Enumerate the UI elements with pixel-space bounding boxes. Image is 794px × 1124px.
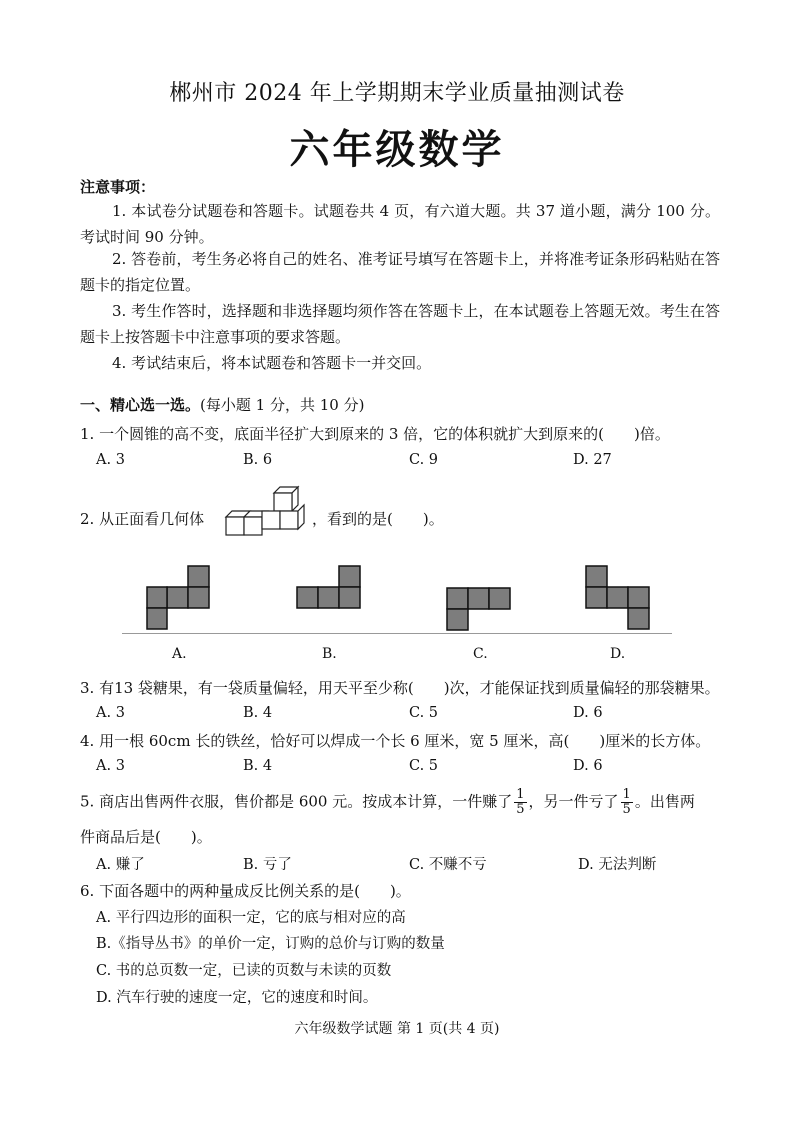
view-option-c-figure <box>446 587 512 633</box>
question-text: 5. 商店出售两件衣服，售价都是 600 元。按成本计算，一件赚了 <box>80 792 513 811</box>
question-text: 4. 用一根 60cm 长的铁丝，恰好可以焊成一个长 6 厘米，宽 5 厘米，高( <box>80 732 570 750</box>
question-2-tail <box>312 508 444 529</box>
question-text: )。 <box>389 882 411 900</box>
view-option-c-label: C. <box>473 646 488 662</box>
question-text: )倍。 <box>634 425 670 443</box>
notice-item: 1. 本试卷分试题卷和答题卡。试题卷共 4 页，有六道大题。共 37 道小题，满分 100 分。考试时间 90 分钟。 <box>80 202 720 246</box>
question-text: 件商品后是( <box>80 828 161 846</box>
notice-item: 4. 考试结束后，将本试题卷和答题卡一并交回。 <box>112 354 432 372</box>
view-option-a-figure <box>146 565 212 631</box>
question-text: )。 <box>422 510 444 528</box>
question-5 <box>80 788 695 817</box>
fraction <box>514 788 526 817</box>
view-option-a-label: A. <box>172 646 187 662</box>
notice-heading: 注意事项： <box>80 178 156 196</box>
question-2 <box>80 508 204 529</box>
question-text: 。出售两 <box>634 792 695 811</box>
solid-figure-3d <box>218 485 306 545</box>
option-c: C. 5 <box>409 705 439 721</box>
question-text: 1. 一个圆锥的高不变，底面半径扩大到原来的 3 倍，它的体积就扩大到原来的( <box>80 425 605 443</box>
option-b: B.《指导丛书》的单价一定，订购的总价与订购的数量 <box>96 936 445 952</box>
option-d: D. 汽车行驶的速度一定，它的速度和时间。 <box>96 990 378 1006</box>
question-text: ，看到的是( <box>312 510 393 528</box>
question-text: 2. 从正面看几何体 <box>80 510 205 528</box>
notice-item: 3. 考生作答时，选择题和非选择题均须作答在答题卡上，在本试题卷上答题无效。考生在答题卡上按答题卡中注意事项的要求答题。 <box>80 302 720 346</box>
exam-title: 六年级数学 <box>289 127 505 173</box>
fraction-numerator: 1 <box>622 787 631 802</box>
page-footer: 六年级数学试题 第 1 页(共 4 页) <box>294 1021 500 1037</box>
question-text: )次，才能保证找到质量偏轻的那袋糖果。 <box>443 679 720 697</box>
section-heading <box>80 394 364 415</box>
view-option-b-label: B. <box>322 646 337 662</box>
option-d: D. 27 <box>573 452 612 468</box>
option-c: C. 书的总页数一定，已读的页数与未读的页数 <box>96 963 392 979</box>
question-text: )厘米的长方体。 <box>599 732 711 750</box>
view-option-b-figure <box>296 565 362 611</box>
option-a: A. 赚了 <box>96 857 145 873</box>
option-b: B. 6 <box>243 452 273 468</box>
option-d: D. 6 <box>573 758 603 774</box>
option-b: B. 4 <box>243 705 273 721</box>
question-text: 6. 下面各题中的两种量成反比例关系的是( <box>80 882 360 900</box>
view-option-d-label: D. <box>610 646 626 662</box>
question-3 <box>80 677 720 698</box>
notice-item: 2. 答卷前，考生务必将自己的姓名、准考证号填写在答题卡上，并将准考证条形码粘贴在答题卡的指定位置。 <box>80 250 720 294</box>
question-text: 3. 有13 袋糖果，有一袋质量偏轻，用天平至少称( <box>80 679 414 697</box>
option-c: C. 5 <box>409 758 439 774</box>
figure-baseline <box>122 633 672 634</box>
option-a: A. 3 <box>96 452 125 468</box>
exam-subtitle: 郴州市 2024 年上学期期末学业质量抽测试卷 <box>169 81 625 106</box>
option-a: A. 平行四边形的面积一定，它的底与相对应的高 <box>96 910 406 926</box>
section-note: (每小题 1 分，共 10 分) <box>200 396 365 414</box>
question-4 <box>80 730 710 751</box>
option-b: B. 亏了 <box>243 857 292 873</box>
option-c: C. 不赚不亏 <box>409 857 487 873</box>
section-title: 一、精心选一选。 <box>80 396 201 414</box>
view-option-d-figure <box>585 565 651 631</box>
fraction-denominator: 5 <box>622 802 631 817</box>
option-a: A. 3 <box>96 705 125 721</box>
question-text: ，另一件亏了 <box>528 792 619 811</box>
question-6 <box>80 880 411 901</box>
fraction <box>621 788 633 817</box>
option-c: C. 9 <box>409 452 439 468</box>
fraction-numerator: 1 <box>516 787 525 802</box>
question-text: )。 <box>190 828 212 846</box>
option-d: D. 无法判断 <box>578 857 657 873</box>
option-a: A. 3 <box>96 758 125 774</box>
question-5-line2 <box>80 826 212 847</box>
fraction-denominator: 5 <box>516 802 525 817</box>
question-1 <box>80 423 670 444</box>
option-d: D. 6 <box>573 705 603 721</box>
option-b: B. 4 <box>243 758 273 774</box>
